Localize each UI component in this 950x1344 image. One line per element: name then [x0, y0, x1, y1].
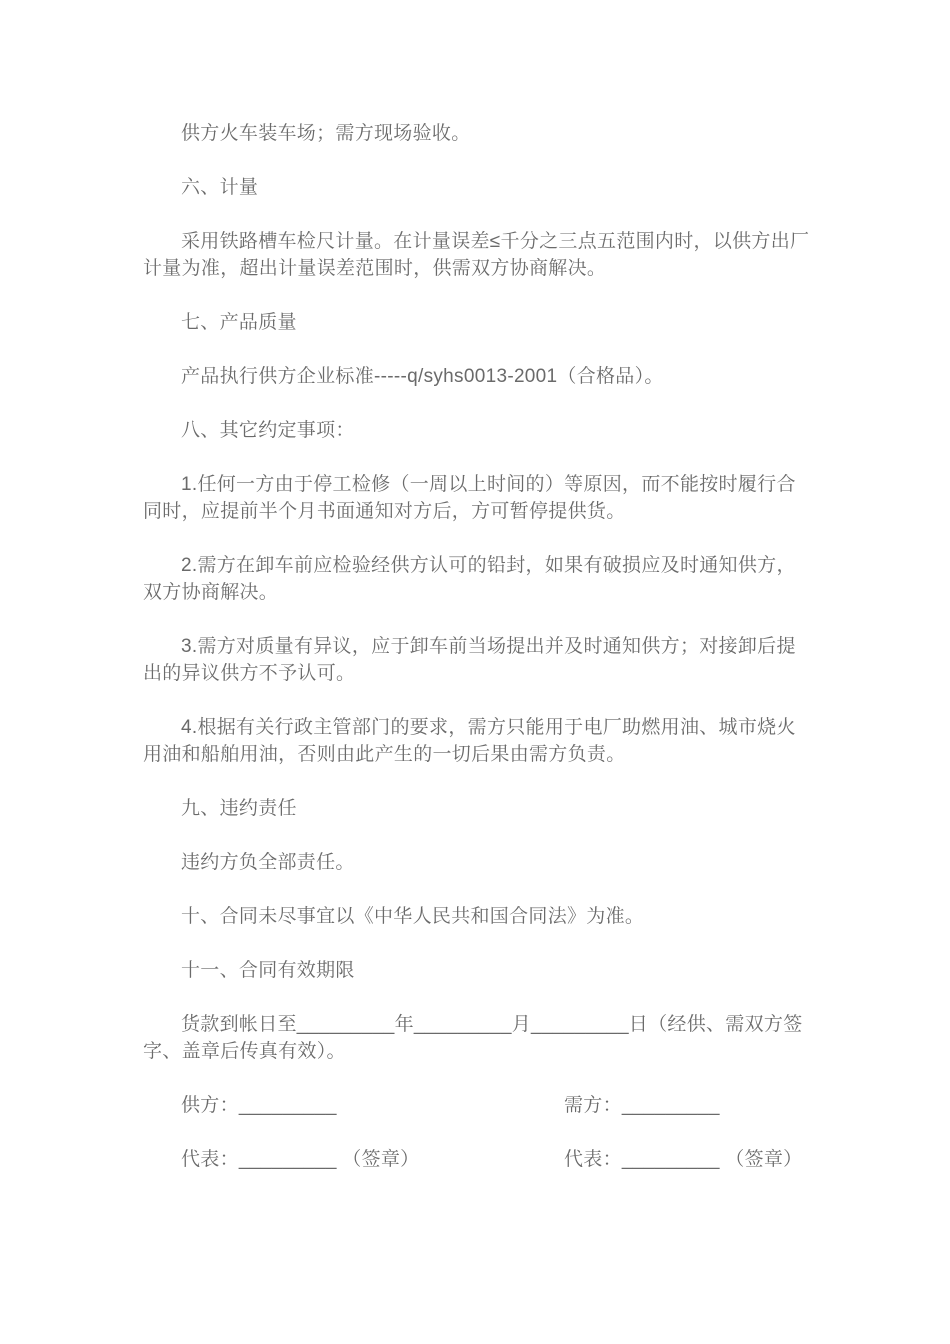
signature-row-parties	[143, 1092, 810, 1119]
clause-other-terms-3: 3.需方对质量有异议，应于卸车前当场提出并及时通知供方；对接卸后提出的异议供方不予认可。	[143, 636, 796, 684]
supplier-representative-label: 代表：_________ （签章）	[181, 1149, 420, 1170]
supplier-signature-label: 供方：_________	[181, 1095, 337, 1116]
heading-section-6-measurement: 六、计量	[181, 177, 259, 198]
heading-section-11-validity: 十一、合同有效期限	[181, 960, 355, 981]
clause-other-terms-2: 2.需方在卸车前应检验经供方认可的铅封，如果有破损应及时通知供方，双方协商解决。	[143, 555, 796, 603]
clause-delivery-acceptance: 供方火车装车场；需方现场验收。	[181, 123, 471, 144]
buyer-signature-label: 需方：_________	[564, 1095, 720, 1116]
heading-section-7-quality: 七、产品质量	[181, 312, 297, 333]
clause-other-terms-1: 1.任何一方由于停工检修（一周以上时间的）等原因，而不能按时履行合同时，应提前半个月书面通知对方后，方可暂停提供货。	[143, 474, 796, 522]
clause-breach-liability: 违约方负全部责任。	[181, 852, 355, 873]
clause-section-10-law: 十、合同未尽事宜以《中华人民共和国合同法》为准。	[181, 906, 645, 927]
clause-validity-period: 货款到帐日至_________年_________月_________日（经供、需双方签字、盖章后传真有效）。	[143, 1014, 803, 1062]
clause-quality-standard: 产品执行供方企业标准-----q/syhs0013-2001（合格品）。	[181, 366, 664, 387]
buyer-representative-label: 代表：_________ （签章）	[564, 1149, 803, 1170]
signature-row-representatives	[143, 1146, 810, 1173]
heading-section-8-other-terms: 八、其它约定事项：	[181, 420, 355, 441]
clause-other-terms-4: 4.根据有关行政主管部门的要求，需方只能用于电厂助燃用油、城市烧火用油和船舶用油，否则由此产生的一切后果由需方负责。	[143, 717, 796, 765]
clause-measurement: 采用铁路槽车检尺计量。在计量误差≤千分之三点五范围内时，以供方出厂计量为准，超出计量误差范围时，供需双方协商解决。	[143, 231, 810, 279]
heading-section-9-breach: 九、违约责任	[181, 798, 297, 819]
